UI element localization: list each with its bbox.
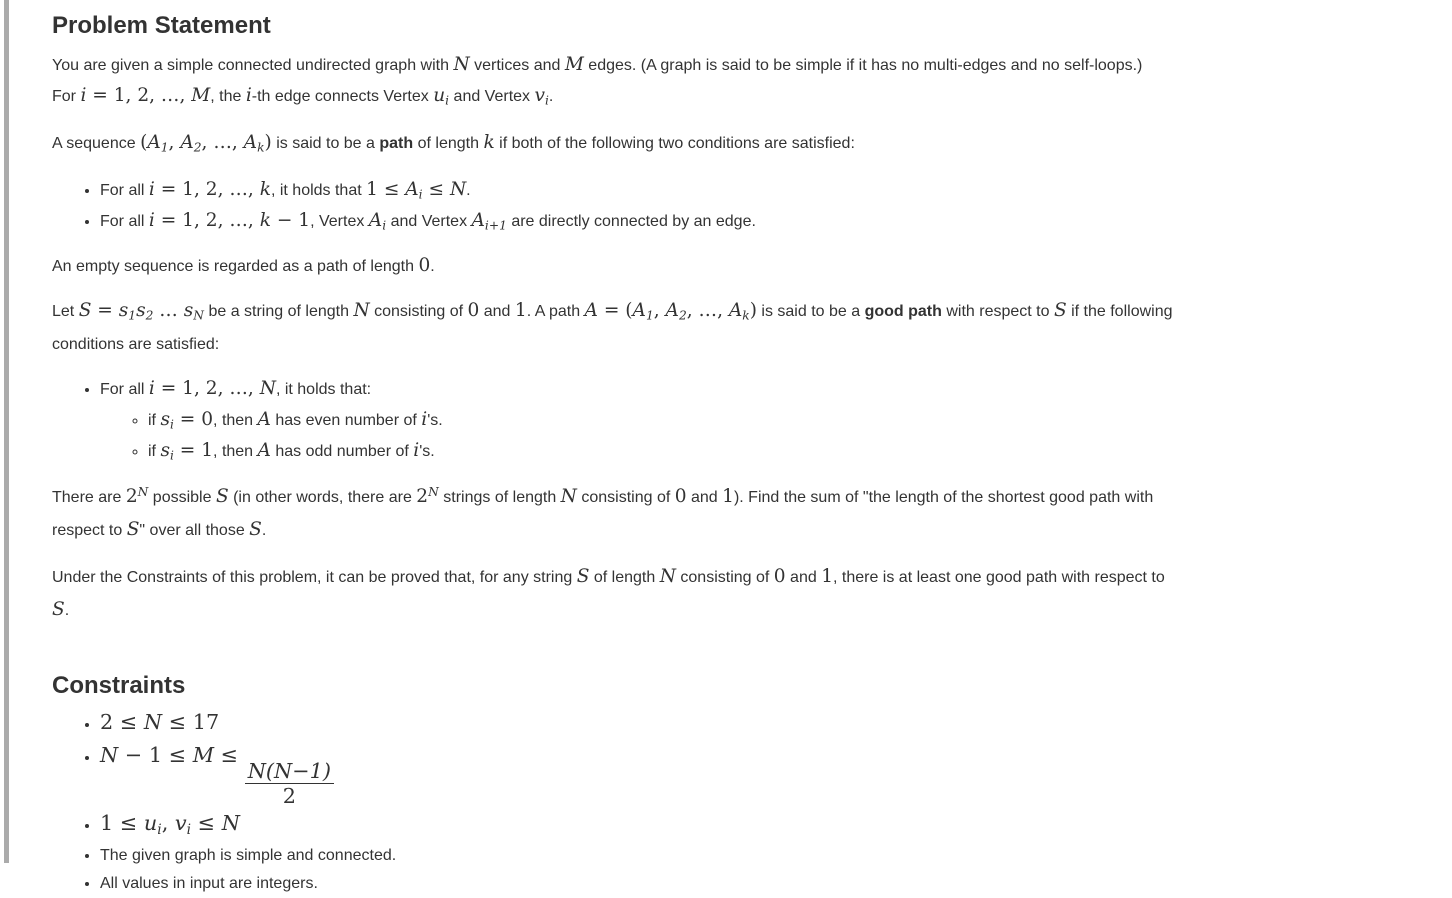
text-segment: has odd number of xyxy=(270,443,414,460)
math-segment: $A_2$ xyxy=(665,300,687,323)
text-segment: For xyxy=(52,88,81,105)
math-segment: $s_2$ xyxy=(136,300,154,323)
text-segment: be a string of length xyxy=(204,303,354,320)
text-segment: . xyxy=(261,522,267,539)
text-segment: , the xyxy=(210,88,246,105)
math-segment: k xyxy=(259,210,271,231)
math-segment: 1 ≤ xyxy=(366,179,406,200)
text-segment: and xyxy=(479,303,515,320)
math-segment: $2^N$ xyxy=(416,484,439,507)
math-segment: , …, xyxy=(686,300,729,321)
bold-text-segment: path xyxy=(379,135,414,152)
text-segment: with respect to xyxy=(941,303,1054,320)
math-segment: $A_i$ xyxy=(405,179,423,202)
math-segment: $v_i$ xyxy=(534,85,549,108)
text-segment: possible xyxy=(148,489,216,506)
text-segment: 's. xyxy=(419,443,435,460)
math-segment: $A_2$ xyxy=(180,132,202,155)
math-segment: ≤ xyxy=(214,743,245,767)
math-segment: N xyxy=(659,566,676,587)
math-segment: 0 xyxy=(674,486,687,507)
text-segment: All values in input are integers. xyxy=(100,874,318,892)
math-segment: M xyxy=(564,54,584,75)
subcondition-item xyxy=(148,436,1412,467)
subcondition-item xyxy=(148,405,1412,436)
text-segment: of length xyxy=(589,569,660,586)
paragraph-guarantee xyxy=(52,561,1412,627)
math-segment: , xyxy=(161,810,175,835)
text-segment: . xyxy=(548,88,554,105)
math-segment: $s_1$ xyxy=(118,300,137,323)
text-segment: . xyxy=(430,258,435,275)
problem-statement-heading: Problem Statement xyxy=(52,12,271,39)
paragraph-line xyxy=(52,594,1412,627)
text-segment: edges. (A graph is said to be simple if it has no multi-edges and no self-loops.) xyxy=(583,57,1143,74)
math-segment: N xyxy=(353,300,370,321)
math-segment: N xyxy=(453,54,470,75)
math-segment: = ( xyxy=(597,300,633,321)
text-segment: A sequence xyxy=(52,135,141,152)
math-segment: M xyxy=(192,743,215,767)
constraint-item xyxy=(100,741,1412,809)
math-segment: $A_k$ xyxy=(728,300,750,323)
text-segment: if xyxy=(148,443,161,460)
text-segment: . xyxy=(466,182,471,199)
text-segment: vertices and xyxy=(469,57,565,74)
text-segment: For all xyxy=(100,213,149,230)
math-segment: $s_i$ xyxy=(160,409,174,432)
text-segment: For all xyxy=(100,182,149,199)
math-segment: 0 xyxy=(467,300,480,321)
math-segment: $A_i$ xyxy=(368,210,387,233)
constraint-item xyxy=(100,842,1412,870)
math-segment: $A_1$ xyxy=(632,300,654,323)
math-segment: N xyxy=(259,378,276,399)
math-segment: 0 xyxy=(418,255,431,276)
math-segment: S xyxy=(78,300,92,321)
math-segment: = 1, 2, …, xyxy=(154,210,260,231)
math-segment: N xyxy=(143,710,163,734)
math-segment: $u_i$ xyxy=(143,810,162,838)
text-segment: -th edge connects Vertex xyxy=(251,88,434,105)
math-segment: 1 xyxy=(722,486,734,507)
math-segment: N xyxy=(560,486,577,507)
math-segment: − 1 ≤ xyxy=(118,743,193,767)
text-segment: of length xyxy=(413,135,484,152)
constraints-list xyxy=(52,708,1412,898)
text-segment: and xyxy=(785,569,822,586)
text-segment: strings of length xyxy=(438,489,561,506)
math-segment: − 1 xyxy=(270,210,311,231)
paragraph-line xyxy=(52,50,1412,81)
math-segment: $A_{i+1}$ xyxy=(471,210,507,233)
text-segment: An empty sequence is regarded as a path of length xyxy=(52,258,419,275)
math-segment: S xyxy=(215,486,229,507)
text-segment: 's. xyxy=(427,412,443,429)
paragraph-good-path-definition xyxy=(52,295,1412,361)
paragraph-line xyxy=(52,295,1412,328)
math-segment: $2^N$ xyxy=(125,484,149,507)
text-segment: Let xyxy=(52,303,79,320)
math-segment: , xyxy=(653,300,666,321)
text-segment: is said to be a xyxy=(756,303,865,320)
text-segment: and Vertex xyxy=(449,88,535,105)
math-segment: = xyxy=(91,300,119,321)
text-segment: if both of the following two conditions are satisfied: xyxy=(494,135,855,152)
text-segment: For all xyxy=(100,381,149,398)
math-segment: i xyxy=(421,409,428,430)
math-fraction: $\frac{N(N-1)}{2}$ xyxy=(245,759,334,809)
math-segment: ) xyxy=(264,132,272,153)
text-segment: and xyxy=(686,489,723,506)
math-segment: i xyxy=(245,85,252,106)
text-segment: , Vertex xyxy=(310,213,369,230)
text-segment: conditions are satisfied: xyxy=(52,336,220,353)
text-segment: . xyxy=(64,602,70,619)
math-segment: A xyxy=(257,440,271,461)
math-segment: S xyxy=(249,519,262,540)
math-segment: ( xyxy=(140,132,148,153)
text-segment: consisting of xyxy=(369,303,468,320)
math-segment: A xyxy=(584,300,598,321)
math-segment: $A_k$ xyxy=(243,132,265,155)
path-condition-item xyxy=(100,206,1412,237)
math-segment: N xyxy=(100,743,119,767)
math-segment: 0 xyxy=(773,566,786,587)
paragraph-line xyxy=(52,328,1412,361)
paragraph-empty-sequence xyxy=(52,251,1412,282)
math-segment: S xyxy=(576,566,590,587)
paragraph-task xyxy=(52,481,1412,547)
math-segment: $A_1$ xyxy=(147,132,169,155)
math-segment: 1 xyxy=(514,300,527,321)
math-segment: M xyxy=(191,85,211,106)
math-segment: ≤ xyxy=(191,810,222,835)
good-path-conditions-list xyxy=(52,374,1412,467)
text-segment: has even number of xyxy=(270,412,422,429)
math-segment: S xyxy=(52,599,65,620)
math-segment: … xyxy=(153,300,184,321)
paragraph-line xyxy=(52,514,1412,547)
math-segment: = 1, 2, …, xyxy=(154,179,260,200)
math-segment: S xyxy=(1053,300,1067,321)
math-segment: i xyxy=(413,440,420,461)
text-segment: is said to be a xyxy=(271,135,380,152)
text-segment: and Vertex xyxy=(386,213,472,230)
paragraph-line xyxy=(52,481,1412,514)
math-segment: 1 xyxy=(821,566,833,587)
text-segment: Under the Constraints of this problem, it can be proved that, for any string xyxy=(52,569,577,586)
math-segment: $u_i$ xyxy=(433,85,450,108)
paragraph-line xyxy=(52,81,1412,112)
math-segment: , xyxy=(168,132,181,153)
math-segment: A xyxy=(257,409,271,430)
math-segment: i xyxy=(148,378,155,399)
paragraph-path-definition xyxy=(52,128,1412,159)
math-segment: 2 ≤ xyxy=(100,710,144,734)
math-segment: ≤ 17 xyxy=(162,710,220,734)
math-segment: i xyxy=(80,85,87,106)
text-segment: . A path xyxy=(526,303,585,320)
bold-text-segment: good path xyxy=(864,303,942,320)
text-segment: are directly connected by an edge. xyxy=(506,213,756,230)
constraint-item xyxy=(100,708,1412,741)
constraint-item xyxy=(100,809,1412,842)
text-segment: You are given a simple connected undirected graph with xyxy=(52,57,454,74)
text-segment: respect to xyxy=(52,522,127,539)
text-segment: " over all those xyxy=(139,522,250,539)
math-segment: k xyxy=(259,179,271,200)
text-segment: , then xyxy=(213,443,258,460)
path-condition-item xyxy=(100,175,1412,206)
text-segment: , it holds that: xyxy=(275,381,372,398)
text-segment: consisting of xyxy=(576,489,675,506)
math-segment: 1 ≤ xyxy=(100,810,144,835)
path-conditions-list xyxy=(52,175,1412,237)
constraints-heading: Constraints xyxy=(52,672,186,699)
math-segment: $s_i$ xyxy=(160,440,174,463)
math-segment: = 0 xyxy=(173,409,214,430)
math-segment: ) xyxy=(749,300,757,321)
paragraph-graph-description xyxy=(52,50,1412,112)
text-segment: , it holds that xyxy=(270,182,367,199)
math-segment: N xyxy=(449,179,467,200)
math-segment: k xyxy=(483,132,495,153)
math-segment: N xyxy=(221,810,240,835)
math-segment: i xyxy=(148,210,155,231)
constraint-item xyxy=(100,870,1412,898)
text-segment: ). Find the sum of "the length of the shortest good path with xyxy=(733,489,1154,506)
condition-text xyxy=(100,378,372,399)
math-segment: = 1, 2, …, xyxy=(154,378,260,399)
math-segment: = 1 xyxy=(173,440,214,461)
text-segment: , then xyxy=(213,412,258,429)
math-segment: i xyxy=(148,179,155,200)
math-segment: ≤ xyxy=(422,179,450,200)
math-segment: $v_i$ xyxy=(174,810,192,838)
good-path-condition-item xyxy=(100,374,1412,467)
text-segment: There are xyxy=(52,489,126,506)
math-segment: $s_N$ xyxy=(183,300,204,323)
math-segment: S xyxy=(126,519,140,540)
text-segment: , there is at least one good path with respect to xyxy=(833,569,1165,586)
math-segment: , …, xyxy=(201,132,244,153)
good-path-subconditions-list xyxy=(100,405,1412,467)
text-segment: if the following xyxy=(1066,303,1173,320)
text-segment: The given graph is simple and connected. xyxy=(100,846,397,864)
paragraph-line xyxy=(52,561,1412,594)
text-segment: if xyxy=(148,412,161,429)
text-segment: consisting of xyxy=(675,569,774,586)
math-segment: = 1, 2, …, xyxy=(86,85,192,106)
text-segment: (in other words, there are xyxy=(228,489,417,506)
